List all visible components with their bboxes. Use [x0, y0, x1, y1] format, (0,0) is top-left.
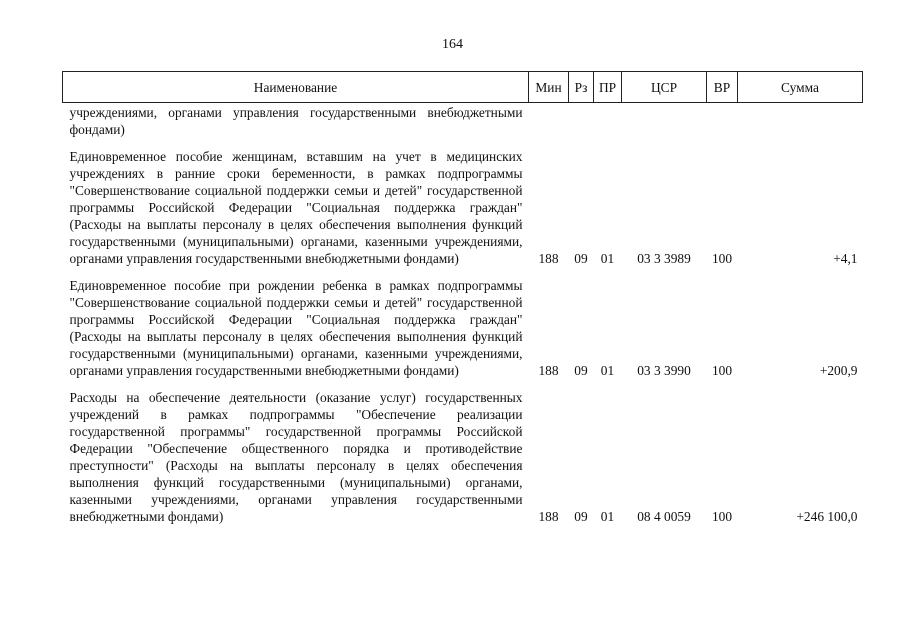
- page-number: 164: [442, 37, 463, 52]
- table-row: [63, 138, 863, 267]
- row-vr: 100: [711, 509, 733, 524]
- table-row: [63, 267, 863, 379]
- row-rz: 09: [574, 251, 588, 266]
- row-pr: 01: [600, 363, 615, 378]
- row-min: 188: [538, 251, 559, 266]
- header-csr: ЦСР: [622, 72, 707, 103]
- row-sum: +200,9: [819, 363, 858, 378]
- table-header: [63, 72, 863, 103]
- header-vr: ВР: [707, 72, 738, 103]
- row-sum: +246 100,0: [796, 509, 858, 524]
- row-vr: 100: [711, 251, 733, 266]
- row-min: 188: [538, 363, 559, 378]
- row-min: 188: [538, 509, 559, 524]
- row-vr: 100: [711, 363, 733, 378]
- row-csr: 08 4 0059: [637, 509, 691, 524]
- row-name: Расходы на обеспечение деятельности (оказание услуг) государственных учреждений в рамках подпрограммы "Обеспечение реализации государственной программы" государственной программы Российской Федерации "Обеспечение общественного порядка и противодействие преступности" (Расходы на выплаты персоналу в целях обеспечения выполнения функций государственными (муниципальными) органами, казенными учреждениями, органами управления государственными внебюджетными фондами): [69, 390, 523, 524]
- header-sum: Сумма: [738, 72, 863, 103]
- table-row: [63, 379, 863, 525]
- header-rz: Рз: [569, 72, 594, 103]
- budget-table: [62, 71, 863, 525]
- table-row-continuation: [63, 103, 863, 139]
- header-name: Наименование: [63, 72, 529, 103]
- row-name: Единовременное пособие при рождении ребенка в рамках подпрограммы "Совершенствование социальной поддержки семьи и детей" государственной программы Российской Федерации "Социальная поддержка граждан" (Расходы на выплаты персоналу в целях обеспечения выполнения функций государственными (муниципальными) органами, казенными учреждениями, органами управления государственными внебюджетными фондами): [69, 278, 523, 378]
- row-rz: 09: [574, 363, 588, 378]
- row-name: учреждениями, органами управления государственными внебюджетными фондами): [69, 105, 523, 137]
- header-pr: ПР: [594, 72, 622, 103]
- row-csr: 03 3 3990: [637, 363, 691, 378]
- row-pr: 01: [600, 509, 615, 524]
- row-pr: 01: [600, 251, 615, 266]
- row-name: Единовременное пособие женщинам, вставшим на учет в медицинских учреждениях в ранние сроки беременности, в рамках подпрограммы "Совершенствование социальной поддержки семьи и детей" государственной программы Российской Федерации "Социальная поддержка граждан" (Расходы на выплаты персоналу в целях обеспечения выполнения функций государственными (муниципальными) органами, казенными учреждениями, органами управления государственными внебюджетными фондами): [69, 149, 523, 266]
- header-min: Мин: [529, 72, 569, 103]
- row-sum: +4,1: [833, 251, 858, 266]
- row-rz: 09: [574, 509, 588, 524]
- row-csr: 03 3 3989: [637, 251, 691, 266]
